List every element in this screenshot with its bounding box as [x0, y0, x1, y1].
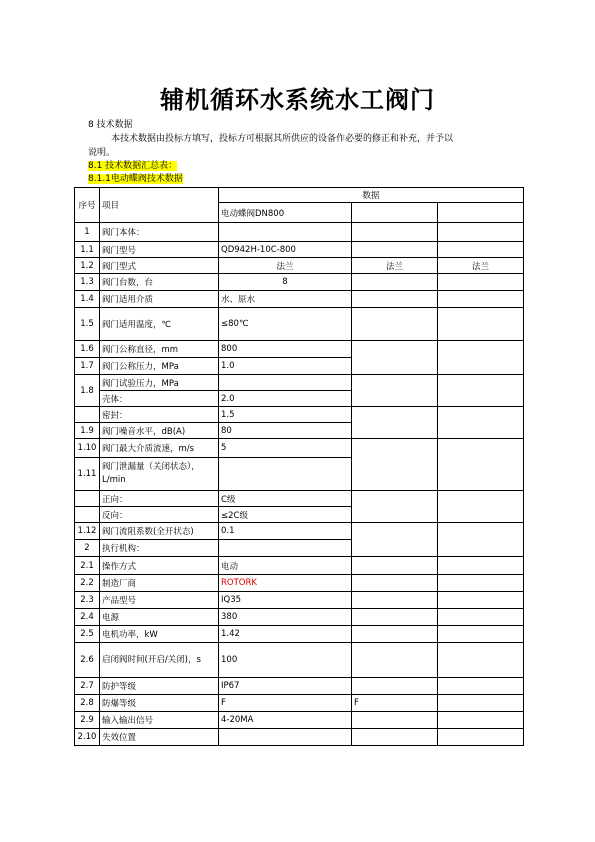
table-row: 壳体： 2.0 — [75, 391, 524, 407]
intro-line-1: 本技术数据由投标方填写，投标方可根据其所供应的设备作必要的修正和补充，并予以 — [111, 134, 454, 144]
table-row: 1 阀门本体： — [75, 223, 524, 242]
table-row: 1.2 阀门型式 法兰 法兰 法兰 — [75, 258, 524, 274]
tech-data-table — [74, 187, 524, 746]
table-row: 1.10 阀门最大介质流速，m/s 5 — [75, 439, 524, 458]
table-row: 1.8 阀门试验压力，MPa — [75, 375, 524, 391]
table-row: 2 执行机构： — [75, 540, 524, 557]
table-row: 2.1 操作方式 电动 — [75, 557, 524, 575]
table-row: 2.5 电机功率，kW 1.42 — [75, 626, 524, 643]
table-row: 1.11 阀门泄漏量（关闭状态），L/min — [75, 458, 524, 491]
table-row: 2.10 失效位置 — [75, 729, 524, 746]
table-row: 2.7 防护等级 IP67 — [75, 678, 524, 695]
table-row: 2.2 制造厂商 ROTORK — [75, 575, 524, 592]
table-row: 2.6 启闭阀时间(开启/关闭)，s 100 — [75, 643, 524, 678]
table-row: 正向： C级 — [75, 491, 524, 507]
table-row: 1.7 阀门公称压力，MPa 1.0 — [75, 358, 524, 375]
table-row: 1.3 阀门台数，台 8 — [75, 274, 524, 291]
page-title: 辅机循环水系统水工阀门 — [160, 86, 435, 114]
table-row: 1.4 阀门适用介质 水、原水 — [75, 291, 524, 308]
header-no: 序号 — [75, 188, 100, 223]
header-data: 数据 — [219, 188, 524, 203]
subsection-heading-8-1-1: 8.1.1电动蝶阀技术数据 — [88, 174, 183, 184]
table-row: 2.8 防爆等级 F F — [75, 695, 524, 712]
section-heading: 8 技术数据 — [88, 120, 133, 130]
table-row: 1.9 阀门噪音水平，dB(A) 80 — [75, 423, 524, 439]
table-row: 1.1 阀门型号 QD942H-10C-800 — [75, 242, 524, 258]
intro-line-2: 说明。 — [88, 148, 116, 158]
header-valve-type: 电动蝶阀DN800 — [219, 203, 352, 223]
table-row: 2.3 产品型号 IQ35 — [75, 592, 524, 609]
table-row: 2.4 电源 380 — [75, 609, 524, 626]
table-row: 1.5 阀门适用温度，℃ ≤80℃ — [75, 308, 524, 341]
table-row: 反向： ≤2C级 — [75, 507, 524, 523]
table-row: 2.9 输入输出信号 4-20MA — [75, 712, 524, 729]
subsection-heading-8-1: 8.1 技术数据汇总表： — [88, 161, 178, 171]
table-row: 1.12 阀门流阻系数(全开状态) 0.1 — [75, 523, 524, 540]
table-row: 密封： 1.5 — [75, 407, 524, 423]
table-row: 1.6 阀门公称直径，mm 800 — [75, 341, 524, 358]
header-item: 项目 — [100, 188, 219, 223]
